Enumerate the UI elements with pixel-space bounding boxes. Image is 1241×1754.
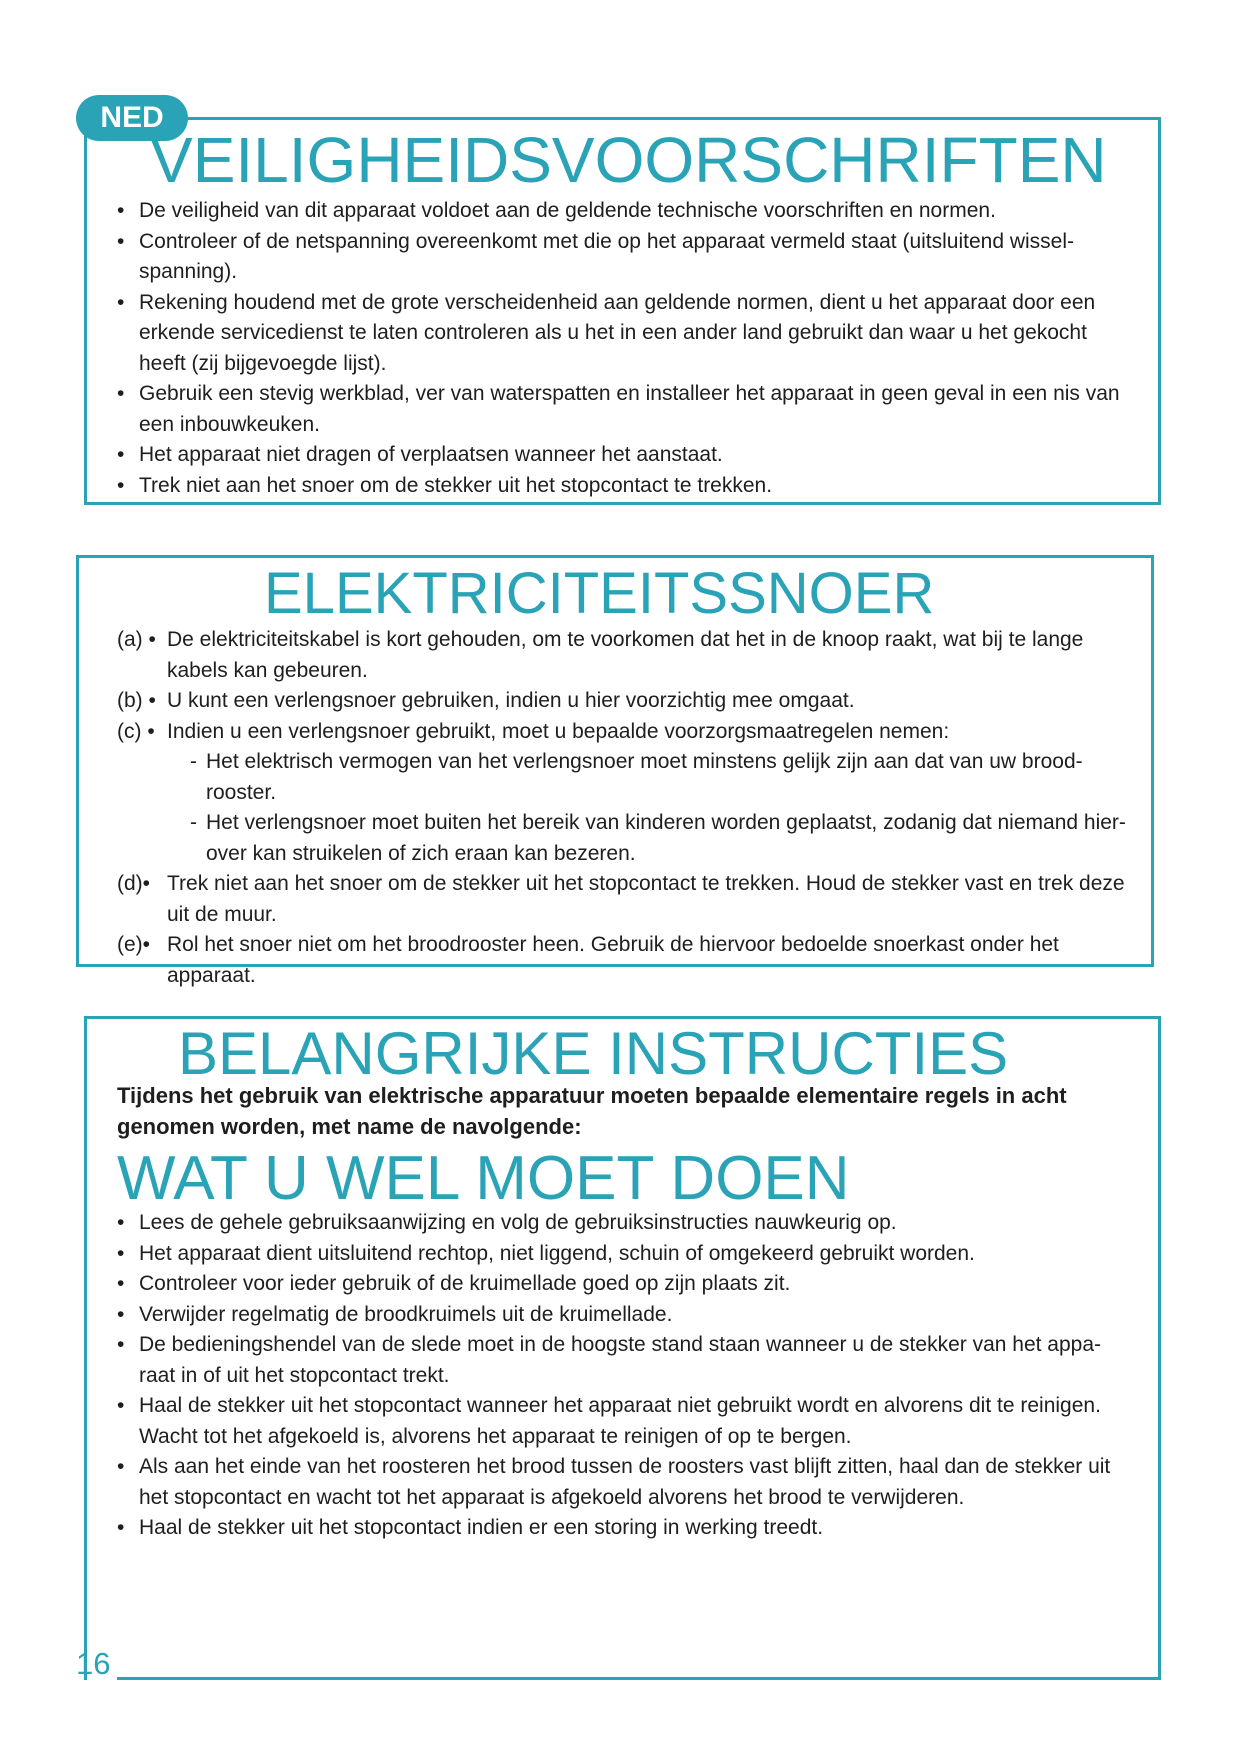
- item-marker: (d)•: [117, 872, 151, 895]
- cord-title: ELEKTRICITEITSSNOER: [264, 561, 935, 626]
- item-marker: (c) •: [117, 719, 155, 743]
- sub-list-item: - Het verlengsnoer moet buiten het bereik van kinderen worden geplaatst, zodanig dat niemand hier-over kan struikelen of zich eraan kan bezeren.: [190, 811, 1126, 865]
- item-marker: (a) •: [117, 628, 156, 651]
- item-text: Het elektrisch vermogen van het verlengsnoer moet minstens gelijk zijn aan dat van uw brood-rooster.: [206, 750, 1083, 804]
- list-item: [117, 625, 1137, 686]
- list-item: • Lees de gehele gebruiksaanwijzing en volg de gebruiksinstructies nauwkeurig op.: [117, 1208, 1132, 1239]
- bottom-rule: [117, 1677, 1161, 1680]
- list-item: [117, 717, 1137, 748]
- item-marker: (e)•: [117, 933, 151, 956]
- do-subtitle: WAT U WEL MOET DOEN: [117, 1144, 850, 1213]
- list-item: • Haal de stekker uit het stopcontact wanneer het apparaat niet gebruikt wordt en alvorens dit te reinigen. Wacht tot het afgekoeld is, alvorens het apparaat te reinigen of op te bergen.: [117, 1391, 1132, 1452]
- list-item: • Verwijder regelmatig de broodkruimels uit de kruimellade.: [117, 1300, 1132, 1331]
- item-text: Indien u een verlengsnoer gebruikt, moet u bepaalde voorzorgsmaatregelen nemen:: [167, 719, 950, 743]
- item-text: U kunt een verlengsnoer gebruiken, indien u hier voorzichtig mee omgaat.: [167, 689, 855, 712]
- page-number: 16: [76, 1646, 111, 1681]
- safety-title: VEILIGHEIDSVOORSCHRIFTEN: [150, 124, 1107, 196]
- list-item: • De veiligheid van dit apparaat voldoet aan de geldende technische voorschriften en normen.: [117, 196, 1127, 227]
- instructions-intro: Tijdens het gebruik van elektrische apparatuur moeten bepaalde elementaire regels in acht genomen worden, met name de navolgende:: [117, 1083, 1067, 1139]
- item-text: Trek niet aan het snoer om de stekker uit het stopcontact te trekken. Houd de stekker vast en trek deze uit de muur.: [167, 872, 1125, 926]
- list-item: • Trek niet aan het snoer om de stekker uit het stopcontact te trekken.: [117, 471, 1127, 502]
- list-item: • Het apparaat niet dragen of verplaatsen wanneer het aanstaat.: [117, 440, 1127, 471]
- list-item: • Haal de stekker uit het stopcontact indien er een storing in werking treedt.: [117, 1513, 1132, 1544]
- list-item: • Als aan het einde van het roosteren het brood tussen de roosters vast blijft zitten, haal dan de stekker uit het stopcontact en wacht tot het apparaat is afgekoeld alvorens het brood te verwijderen.: [117, 1452, 1132, 1513]
- instructions-title: BELANGRIJKE INSTRUCTIES: [178, 1020, 1009, 1087]
- item-marker: (b) •: [117, 689, 156, 712]
- language-badge: NED: [76, 95, 188, 141]
- list-item: • Het apparaat dient uitsluitend rechtop, niet liggend, schuin of omgekeerd gebruikt worden.: [117, 1239, 1132, 1270]
- list-item: • Controleer voor ieder gebruik of de kruimellade goed op zijn plaats zit.: [117, 1269, 1132, 1300]
- item-text: Rol het snoer niet om het broodrooster heen. Gebruik de hiervoor bedoelde snoerkast onder het apparaat.: [167, 933, 1059, 987]
- cord-list: [117, 625, 1137, 991]
- item-text: Het verlengsnoer moet buiten het bereik van kinderen worden geplaatst, zodanig dat niemand hier-over kan struikelen of zich eraan kan bezeren.: [206, 811, 1126, 865]
- safety-list: [117, 196, 1127, 501]
- list-item: [117, 686, 1137, 717]
- list-item: [117, 869, 1137, 930]
- list-item: • Gebruik een stevig werkblad, ver van waterspatten en installeer het apparaat in geen geval in een nis van een inbouwkeuken.: [117, 379, 1127, 440]
- list-item: • De bedieningshendel van de slede moet in de hoogste stand staan wanneer u de stekker van het appa-raat in of uit het stopcontact trekt.: [117, 1330, 1132, 1391]
- do-list: [117, 1208, 1132, 1544]
- list-item: • Controleer of de netspanning overeenkomt met die op het apparaat vermeld staat (uitsluitend wissel-spanning).: [117, 227, 1127, 288]
- list-item: [117, 930, 1137, 991]
- list-item: • Rekening houdend met de grote verscheidenheid aan geldende normen, dient u het apparaat door een erkende servicedienst te laten controleren als u het in een ander land gebruikt dan waar u het gekocht heeft (zij bijgevoegde lijst).: [117, 288, 1127, 380]
- item-text: De elektriciteitskabel is kort gehouden, om te voorkomen dat het in de knoop raakt, wat bij te lange kabels kan gebeuren.: [167, 628, 1084, 682]
- sub-list-item: - Het elektrisch vermogen van het verlengsnoer moet minstens gelijk zijn aan dat van uw brood-rooster.: [190, 750, 1083, 804]
